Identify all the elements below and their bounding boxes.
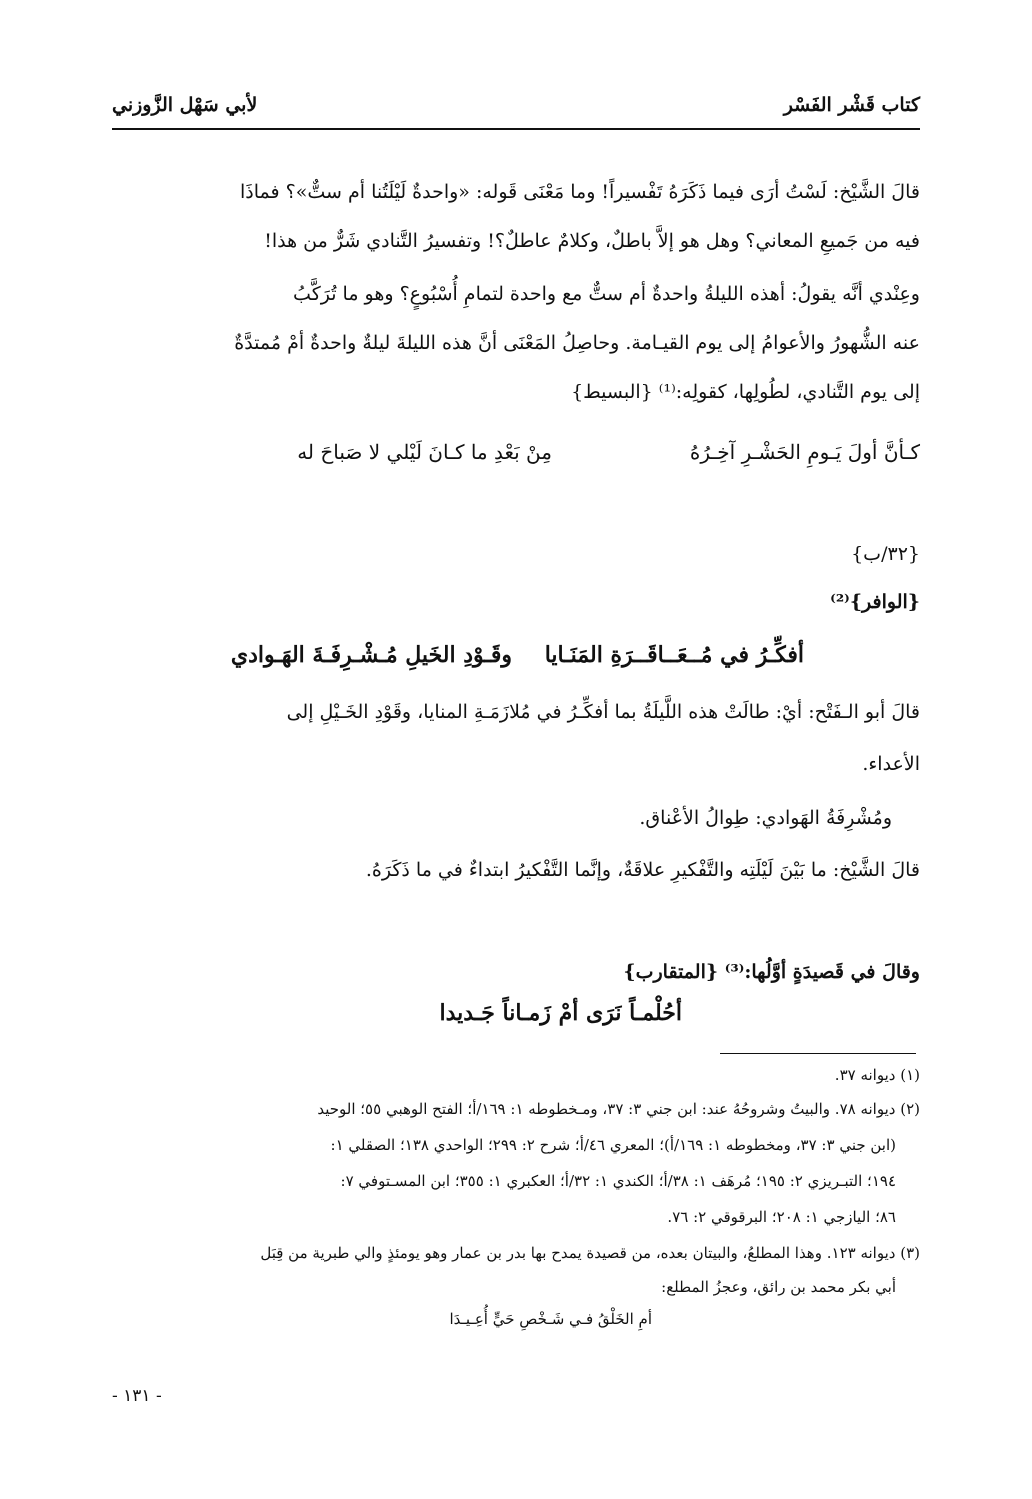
paragraph-2-line-2: عنه الشُّهورُ والأعوامُ إلى يوم القيـامة. وحاصِلُ المَعْنَى أنَّ هذه الليلةَ ليلةٌ واحدةٌ أمْ مُمتدَّةٌ [234, 332, 920, 354]
verse-1-second-hemistich: مِنْ بَعْدِ ما كـانَ لَيْلي لا صَباحَ له [297, 440, 552, 464]
verse-1-first-hemistich: كـأنَّ أولَ يَـومِ الحَشْـرِ آخِـرُهُ [689, 440, 920, 464]
folio-marker: {٣٢/ب} [851, 543, 920, 565]
verse-2-second-hemistich: وقَـوْدِ الخَيلِ مُـشْـرِفَـةَ الهَـوادي [230, 642, 512, 668]
book-title: كتاب قَشْر الفَسْر [783, 94, 920, 116]
paragraph-4: ومُشْرِفَةُ الهَوادي: طِوالُ الأعْناق. [639, 807, 892, 829]
paragraph-3-line-2: الأعداء. [862, 753, 920, 775]
footnote-1: (١) ديوانه ٣٧. [834, 1066, 920, 1084]
poem-3-intro: وقالَ في قَصيدَةٍ أوَّلُها:⁽³⁾ {المتقارب} [623, 961, 920, 983]
meter-label: {الوافر}⁽²⁾ [830, 591, 920, 613]
running-header [112, 92, 920, 130]
paragraph-5: قالَ الشَّيْخ: ما بَيْنَ لَيْلَتِه والتَّفْكيرِ علاقَةٌ، وإنَّما التَّفْكيرُ ابتداءٌ في ما ذَكَرَهُ. [365, 859, 920, 881]
verse-2-first-hemistich: أفكِّـرُ في مُــعَــاقَــرَةِ المَنَـايا [544, 642, 804, 668]
footnote-3-line-1: (٣) ديوانه ١٢٣. وهذا المطلعُ، والبيتان بعده، من قصيدة يمدح بها بدر بن عمار وهو يومئذٍ والي طبرية من قِبَل [260, 1244, 920, 1262]
footnote-3-line-2: أبي بكر محمد بن رائق، وعجزُ المطلع: [661, 1278, 896, 1296]
paragraph-3-line-1: قالَ أبو الـفَتْح: أيْ: طالَتْ هذه اللَّيلَةُ بما أفكِّـرُ في مُلازَمَـةِ المنايا، وقَوْدِ الخَـيْلِ إلى [286, 701, 920, 723]
paragraph-2-line-3: إلى يوم التَّنادي، لطُولِها، كقولِه:⁽¹⁾ {البسيط} [571, 381, 920, 403]
footnote-2-line-3: ١٩٤؛ التبـريزي ٢: ١٩٥؛ مُرهَف ١: ٣٨/أ؛ الكندي ١: ٣٢/أ؛ العكبري ١: ٣٥٥؛ ابن المسـتوفي ٧: [340, 1172, 896, 1190]
verse-3: أحُلْمـاً نَرَى أمْ زَمـاناً جَـديدا [439, 1000, 682, 1026]
paragraph-2-line-1: وعِنْدي أنَّه يقولُ: أهذه الليلةُ واحدةٌ أم ستٌّ مع واحدة لتمامِ أُسْبُوعٍ؟ وهو ما تُرَكَّبُ [293, 283, 920, 305]
footnote-2-line-1: (٢) ديوانه ٧٨. والبيتُ وشروحُهُ عند: ابن جني ٣: ٣٧، ومـخطوطه ١: ١٦٩/أ؛ الفتح الوهبي ٥٥؛ الوحيد [317, 1100, 920, 1118]
footnote-2-line-4: ٨٦؛ اليازجي ١: ٢٠٨؛ البرقوقي ٢: ٧٦. [667, 1208, 896, 1226]
footnote-3-verse: أمِ الخَلْقُ فـي شَـخْصِ حَيٍّ أُعِـيـدَا [449, 1310, 652, 1328]
page-number: - ١٣١ - [112, 1386, 162, 1406]
paragraph-1-line-2: فيه من جَميعِ المعاني؟ وهل هو إلاَّ باطلٌ، وكلامٌ عاطلٌ؟! وتفسيرُ التَّنادي شَرٌّ من هذا! [264, 230, 920, 252]
paragraph-1-line-1: قالَ الشَّيْخ: لَسْتُ أرَى فيما ذَكَرَهُ تَفْسيراً! وما مَعْنَى قَوله: «واحدةٌ لَيْلَتُنا أم ستٌّ»؟ فماذَا [240, 181, 920, 203]
footnote-separator [720, 1053, 916, 1054]
footnote-2-line-2: (ابن جني ٣: ٣٧، ومخطوطه ١: ١٦٩/أ)؛ المعري ٤٦/أ؛ شرح ٢: ٢٩٩؛ الواحدي ١٣٨؛ الصقلي ١: [330, 1136, 896, 1154]
author-name: لأبي سَهْل الزَّوزني [112, 94, 258, 116]
